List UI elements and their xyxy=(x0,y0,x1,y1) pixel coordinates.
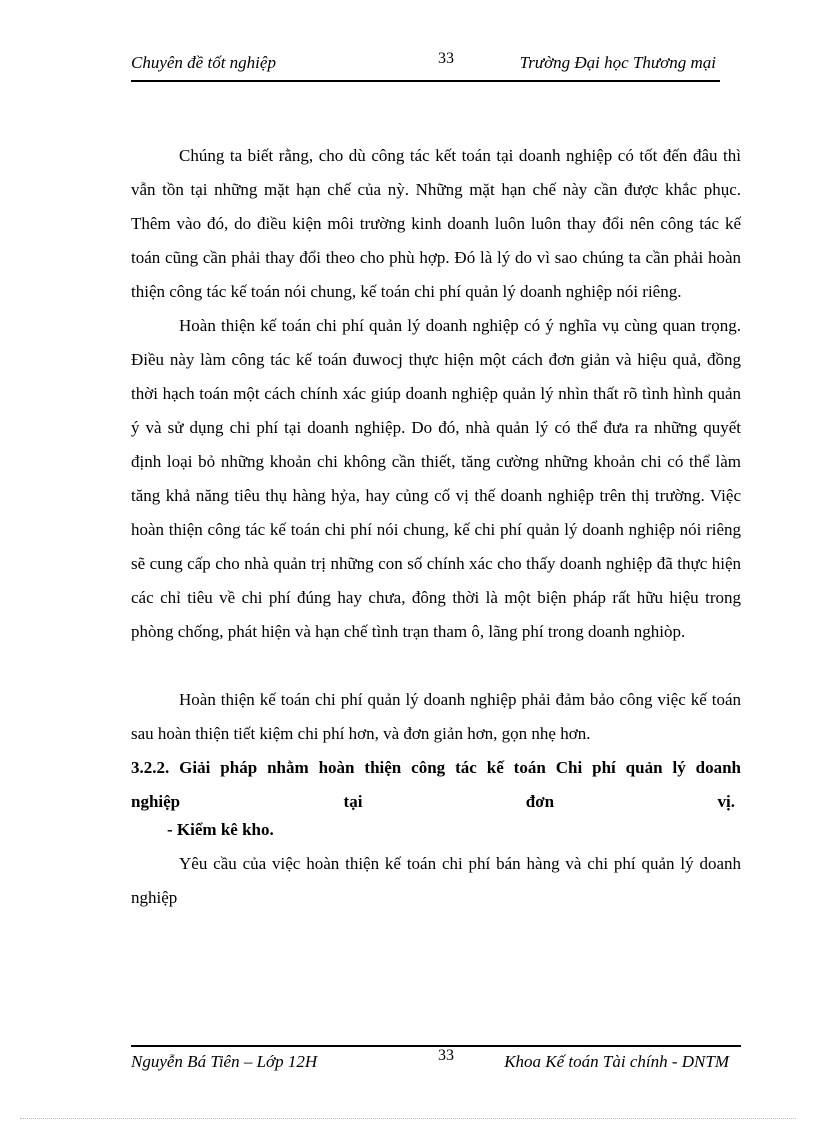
paragraph-4: Yêu cầu của việc hoàn thiện kế toán chi phí bán hàng và chi phí quản lý doanh nghiệp xyxy=(131,854,741,907)
bullet-item: - Kiểm kê kho. xyxy=(167,820,274,839)
page-footer xyxy=(131,1045,741,1077)
section-heading-line-1: 3.2.2. Giải pháp nhằm hoàn thiện công tác kế toán Chi phí quản lý doanh xyxy=(131,758,741,777)
paragraph-gap xyxy=(131,649,741,683)
paragraph-2: Hoàn thiện kế toán chi phí quản lý doanh nghiệp có ý nghĩa vụ cùng quan trọng. Điều này làm công tác kế toán đuwocj thực hiện một cách đơn giản và hiệu quả, đồng thời hạch toán một cách chính xác giúp doanh nghiệp quản lý nhìn thất rõ tình hình quản ý và sử dụng chi phí tại doanh nghiệp. Do đó, nhà quản lý có thể đưa ra những quyết định loại bỏ những khoản chi không cần thiết, tăng cường những khoản chi có thể làm tăng khả năng tiêu thụ hàng hỷa, hay củng cố vị thế doanh nghiệp trên thị trường. Việc hoàn thiện công tác kế toán chi phí nói chung, kế chi phí quản lý doanh nghiệp nói riêng sẽ cung cấp cho nhà quản trị những con số chính xác cho thấy doanh nghiệp đã thực hiện các chỉ tiêu về chi phí đúng hay chưa, đông thời là một biện pháp rất hữu hiệu trong phòng chống, phát hiện và hạn chế tình trạn tham ô, lãng phí trong doanh nghiòp. xyxy=(131,316,741,641)
footer-right-text: Khoa Kế toán Tài chính - DNTM xyxy=(504,1052,729,1071)
document-body xyxy=(131,139,741,915)
header-right-text: Trường Đại học Thương mại xyxy=(519,53,716,72)
footer-left-text: Nguyễn Bá Tiên – Lớp 12H xyxy=(131,1052,318,1071)
page-header xyxy=(131,50,720,82)
footer-page-number: 33 xyxy=(438,1047,454,1064)
section-heading-line-2: nghiệp tại đơn vị. xyxy=(131,792,735,811)
page-bottom-edge xyxy=(20,1118,796,1119)
header-left-text: Chuyên đề tốt nghiệp xyxy=(131,53,276,72)
header-page-number: 33 xyxy=(438,50,454,67)
paragraph-1: Chúng ta biết rằng, cho dù công tác kết toán tại doanh nghiệp có tốt đến đâu thì vẫn tồn tại những mặt hạn chế của nỳ. Những mặt hạn chế này cần được khắc phục. Thêm vào đó, do điều kiện môi trường kinh doanh luôn luôn thay đổi nên công tác kế toán cũng cần phải thay đổi theo cho phù hợp. Đó là lý do vì sao chúng ta cần phải hoàn thiện công tác kế toán nói chung, kế toán chi phí quản lý doanh nghiệp nói riêng. xyxy=(131,146,741,301)
paragraph-3: Hoàn thiện kế toán chi phí quản lý doanh nghiệp phải đảm bảo công việc kế toán sau hoàn thiện tiết kiệm chi phí hơn, và đơn giản hơn, gọn nhẹ hơn. xyxy=(131,690,741,743)
